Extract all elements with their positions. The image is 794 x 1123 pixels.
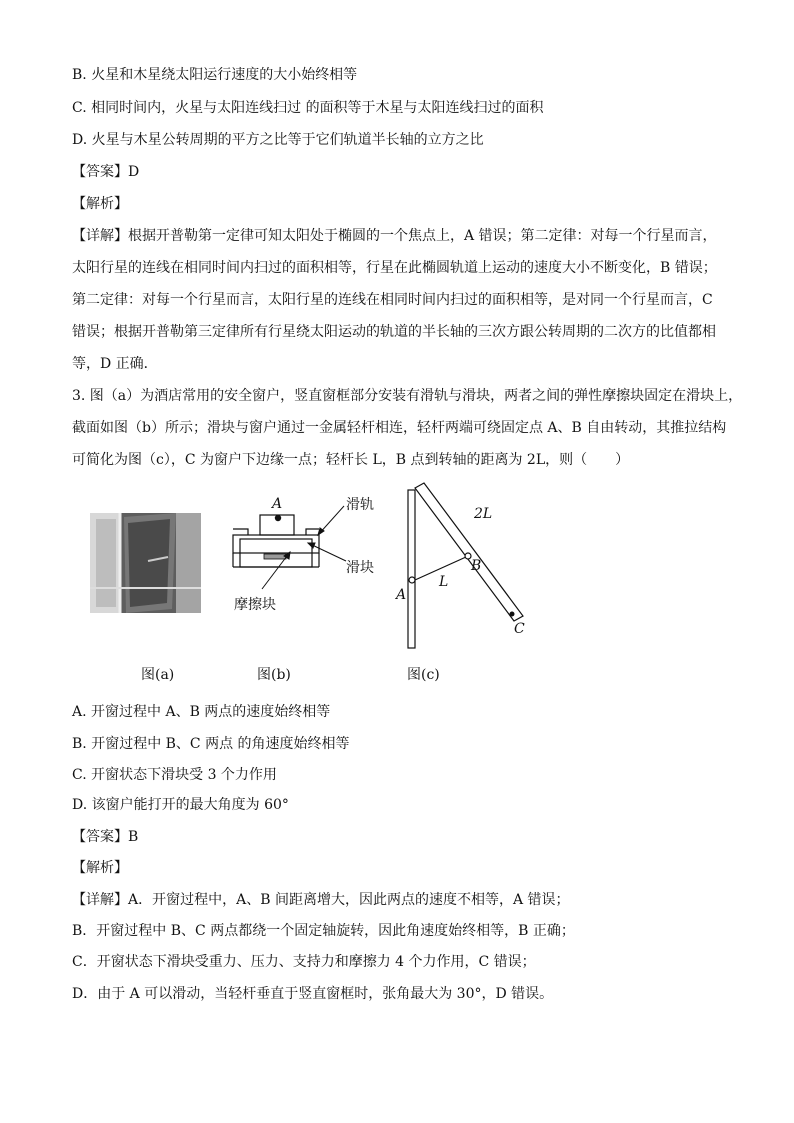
caption-fig-a: 图(a)	[141, 667, 175, 683]
q2-option-b: B. 火星和木星绕太阳运行速度的大小始终相等	[72, 67, 358, 83]
q3-option-b: B. 开窗过程中 B、C 两点 的角速度始终相等	[72, 736, 350, 752]
q2-detail-line-4: 错误；根据开普勒第三定律所有行星绕太阳运动的轨道的半长轴的三次方跟公转周期的二次方的比值都相	[72, 324, 716, 340]
q3-option-c: C. 开窗状态下滑块受 3 个力作用	[72, 767, 277, 783]
q3-detail-line-4: D．由于 A 可以滑动，当轻杆垂直于竖直窗框时，张角最大为 30°，D 错误。	[72, 986, 554, 1002]
q3-stem-line-1: 3. 图（a）为酒店常用的安全窗户，竖直窗框部分安装有滑轨与滑块，两者之间的弹性摩擦块固定在滑块上，	[72, 388, 743, 404]
q3-option-a: A. 开窗过程中 A、B 两点的速度始终相等	[72, 704, 331, 720]
q2-option-c: C. 相同时间内，火星与太阳连线扫过 的面积等于木星与太阳连线扫过的面积	[72, 100, 544, 116]
length-2l-label: 2L	[474, 506, 493, 522]
friction-block-label: 摩擦块	[234, 597, 276, 613]
q3-detail-line-3: C．开窗状态下滑块受重力、压力、支持力和摩擦力 4 个力作用，C 错误；	[72, 954, 536, 970]
window-photo	[90, 513, 201, 613]
q2-detail-line-1: 【详解】根据开普勒第一定律可知太阳处于椭圆的一个焦点上，A 错误；第二定律：对每一个行星而言，	[72, 228, 717, 244]
caption-fig-c: 图(c)	[407, 667, 440, 683]
q3-stem-line-3: 可简化为图（c），C 为窗户下边缘一点；轻杆长 L，B 点到转轴的距离为 2L，则（ ）	[72, 452, 630, 468]
point-c-label: C	[514, 621, 525, 637]
q3-detail-line-2: B．开窗过程中 B、C 两点都绕一个固定轴旋转，因此角速度始终相等，B 正确；	[72, 923, 575, 939]
rail-label: 滑轨	[346, 497, 374, 513]
q3-option-d: D. 该窗户能打开的最大角度为 60°	[72, 797, 289, 813]
q2-detail-line-3: 第二定律：对每一个行星而言，太阳行星的连线在相同时间内扫过的面积相等，是对同一个行星而言，C	[72, 292, 713, 308]
q3-analysis-tag: 【解析】	[72, 860, 128, 876]
point-b-label: B	[471, 558, 482, 574]
q2-analysis-tag: 【解析】	[72, 196, 128, 212]
q3-detail-line-1: 【详解】A．开窗过程中，A、B 间距离增大，因此两点的速度不相等，A 错误；	[72, 892, 570, 908]
q3-answer: 【答案】B	[72, 829, 139, 845]
q2-answer: 【答案】D	[72, 164, 140, 180]
q2-detail-line-2: 太阳行星的连线在相同时间内扫过的面积相等，行星在此椭圆轨道上运动的速度大小不断变化，B 错误；	[72, 260, 717, 276]
q3-stem-line-2: 截面如图（b）所示；滑块与窗户通过一金属轻杆相连，轻杆两端可绕固定点 A、B 自由转动，其推拉结构	[72, 420, 727, 436]
rod-length-l-label: L	[439, 574, 449, 590]
caption-fig-b: 图(b)	[257, 667, 291, 683]
point-a-label: A	[396, 587, 407, 603]
fig-b-leader-lines	[250, 498, 380, 598]
slider-label: 滑块	[346, 560, 374, 576]
q2-option-d: D. 火星与木星公转周期的平方之比等于它们轨道半长轴的立方之比	[72, 132, 484, 148]
fig-b-point-a-label: A	[272, 496, 283, 512]
q2-detail-line-5: 等，D 正确．	[72, 356, 158, 372]
